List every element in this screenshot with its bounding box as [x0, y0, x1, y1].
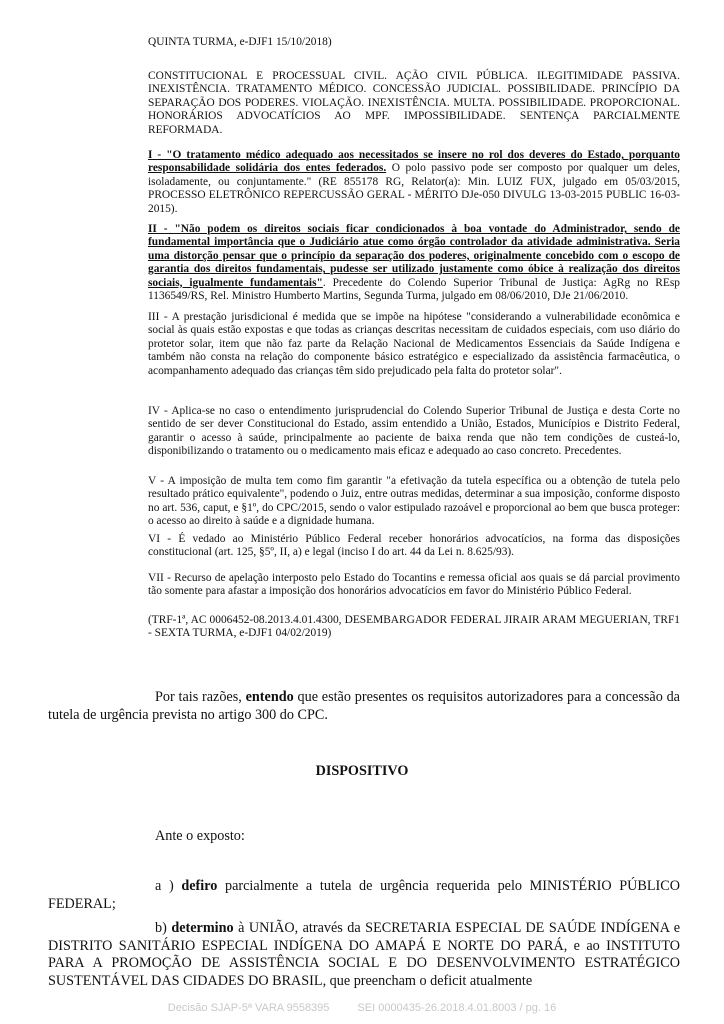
- item-1-rest: O polo passivo pode ser composto por qualquer um deles, isoladamente, ou conjuntamente." (RE 855178 RG, Relator(a): Min. LUIZ FUX, julgado em 05/03/2015, PROCESSO ELETRÔNICO REPERCUSSÃO GERAL - MÉRITO DJe-050 DIVULG 13-03-2015 PUBLIC 16-03-2015).: [148, 162, 680, 215]
- ementa-item-5: V - A imposição de multa tem como fim garantir "a efetivação da tutela específica ou a obtenção de tutela pelo resultado prático equivalente", podendo o Juiz, entre outras medidas, determinar a sua imposição, conforme disposto no art. 536, caput, e §1º, do CPC/2015, sendo o valor estipulado razoável e proporcional ao bem que busca proteger: o acesso ao direito à saúde e a dignidade humana.: [148, 475, 680, 528]
- ementa-item-4: IV - Aplica-se no caso o entendimento jurisprudencial do Colendo Superior Tribunal de Justiça e desta Corte no sentido de ser dever Constitucional do Estado, assim entendido a União, Estados, Municípios e Distrito Federal, garantir o acesso à saúde, principalmente ao paciente de baixa renda que não tem condições de custeá-lo, disponibilizando o tratamento ou o medicamento mais eficaz e adequado ao caso concreto. Precedentes.: [148, 405, 680, 458]
- ementa-item-1: [148, 149, 680, 216]
- razoes-pre: Por tais razões,: [155, 689, 246, 705]
- item-b-pre: b): [155, 920, 172, 936]
- ementa-item-7: VII - Recurso de apelação interposto pelo Estado do Tocantins e remessa oficial aos quais se dá parcial provimento tão somente para afastar a imposição dos honorários advocatícios em favor do Ministério Público Federal.: [148, 572, 680, 598]
- item-2-rest: . Precedente do Colendo Superior Tribunal de Justiça: AgRg no REsp 1136549/RS, Rel. Ministro Humberto Martins, Segunda Turma, julgado em 08/06/2010, DJe 21/06/2010.: [148, 276, 680, 303]
- item-a-bold: defiro: [181, 878, 218, 894]
- section-heading: DISPOSITIVO: [315, 763, 409, 779]
- razoes-post: que estão presentes os requisitos autorizadores para a concessão da tutela de urgência prevista no artigo 300 do CPC.: [48, 689, 680, 723]
- ementa-item-6: VI - É vedado ao Ministério Público Federal receber honorários advocatícios, na forma das disposições constitucional (art. 125, §5º, II, a) e legal (inciso I do art. 44 da Lei n. 8.625/93).: [148, 533, 680, 559]
- header-line: QUINTA TURMA, e-DJF1 15/10/2018): [148, 36, 332, 48]
- paragraph-razoes: [48, 689, 680, 724]
- ementa-title: CONSTITUCIONAL E PROCESSUAL CIVIL. AÇÃO CIVIL PÚBLICA. ILEGITIMIDADE PASSIVA. INEXISTÊNCIA. TRATAMENTO MÉDICO. CONCESSÃO JUDICIAL. POSSIBILIDADE. PRINCÍPIO DA SEPARAÇÃO DOS PODERES. VIOLAÇÃO. INEXISTÊNCIA. MULTA. POSSIBILIDADE. PROPORCIONAL. HONORÁRIOS ADVOCATÍCIOS AO MPF. IMPOSSIBILIDADE. SENTENÇA PARCIALMENTE REFORMADA.: [148, 70, 680, 136]
- item-2-bold: II - "Não podem os direitos sociais ficar condicionados à boa vontade do Administrador, sendo de fundamental importância que o Judiciário atue como órgão controlador da atividade administrativa. Seria uma distorção pensar que o princípio da separação dos poderes, originalmente concebido com o escopo de garantia dos direitos fundamentais, pudesse ser utilizado justamente como óbice à realização dos direitos sociais, igualmente fundamentais": [148, 223, 680, 289]
- razoes-bold: entendo: [245, 689, 294, 705]
- item-a-post: parcialmente a tutela de urgência requerida pelo MINISTÉRIO PÚBLICO FEDERAL;: [48, 878, 680, 912]
- item-a-pre: a ): [155, 878, 182, 894]
- page-footer: [0, 1002, 724, 1014]
- item-b-bold: determino: [171, 920, 234, 936]
- ementa-item-3: III - A prestação jurisdicional é medida que se impõe na hipótese "considerando a vulnerabilidade econômica e social às quais estão expostas e que todas as crianças descritas necessitam de cuidados especiais, com uso diário do protetor solar, item que não faz parte da Relação Nacional de Medicamentos Essenciais da Saúde Indígena e também não consta na relação do componente básico estratégico e especializado da assistência farmacêutica, o acompanhamento adequado das crianças têm sido prejudicado pela falta do protetor solar".: [148, 311, 680, 377]
- footer-left: Decisão SJAP-5ª VARA 9558395: [167, 1002, 330, 1014]
- footer-right: SEI 0000435-26.2018.4.01.8003 / pg. 16: [357, 1002, 557, 1014]
- dispositivo-item-b: [48, 920, 680, 990]
- paragraph-ante: Ante o exposto:: [155, 828, 245, 844]
- item-b-post: à UNIÃO, através da SECRETARIA ESPECIAL DE SAÚDE INDÍGENA e DISTRITO SANITÁRIO ESPECIAL INDÍGENA DO AMAPÁ E NORTE DO PARÁ, e ao INSTITUTO PARA A PROMOÇÃO DE ASSISTÊNCIA SOCIAL E DO DESENVOLVIMENTO ESTRATÉGICO SUSTENTÁVEL DAS CIDADES DO BRASIL, que preencham o deficit atualmente: [48, 920, 680, 989]
- ementa-citation: (TRF-1ª, AC 0006452-08.2013.4.01.4300, DESEMBARGADOR FEDERAL JIRAIR ARAM MEGUERIAN, TRF1 - SEXTA TURMA, e-DJF1 04/02/2019): [148, 614, 680, 640]
- item-1-bold: I - "O tratamento médico adequado aos necessitados se insere no rol dos deveres do Estado, porquanto responsabilidade solidária dos entes federados.: [148, 149, 680, 175]
- dispositivo-item-a: [48, 878, 680, 913]
- ementa-item-2: [148, 223, 680, 303]
